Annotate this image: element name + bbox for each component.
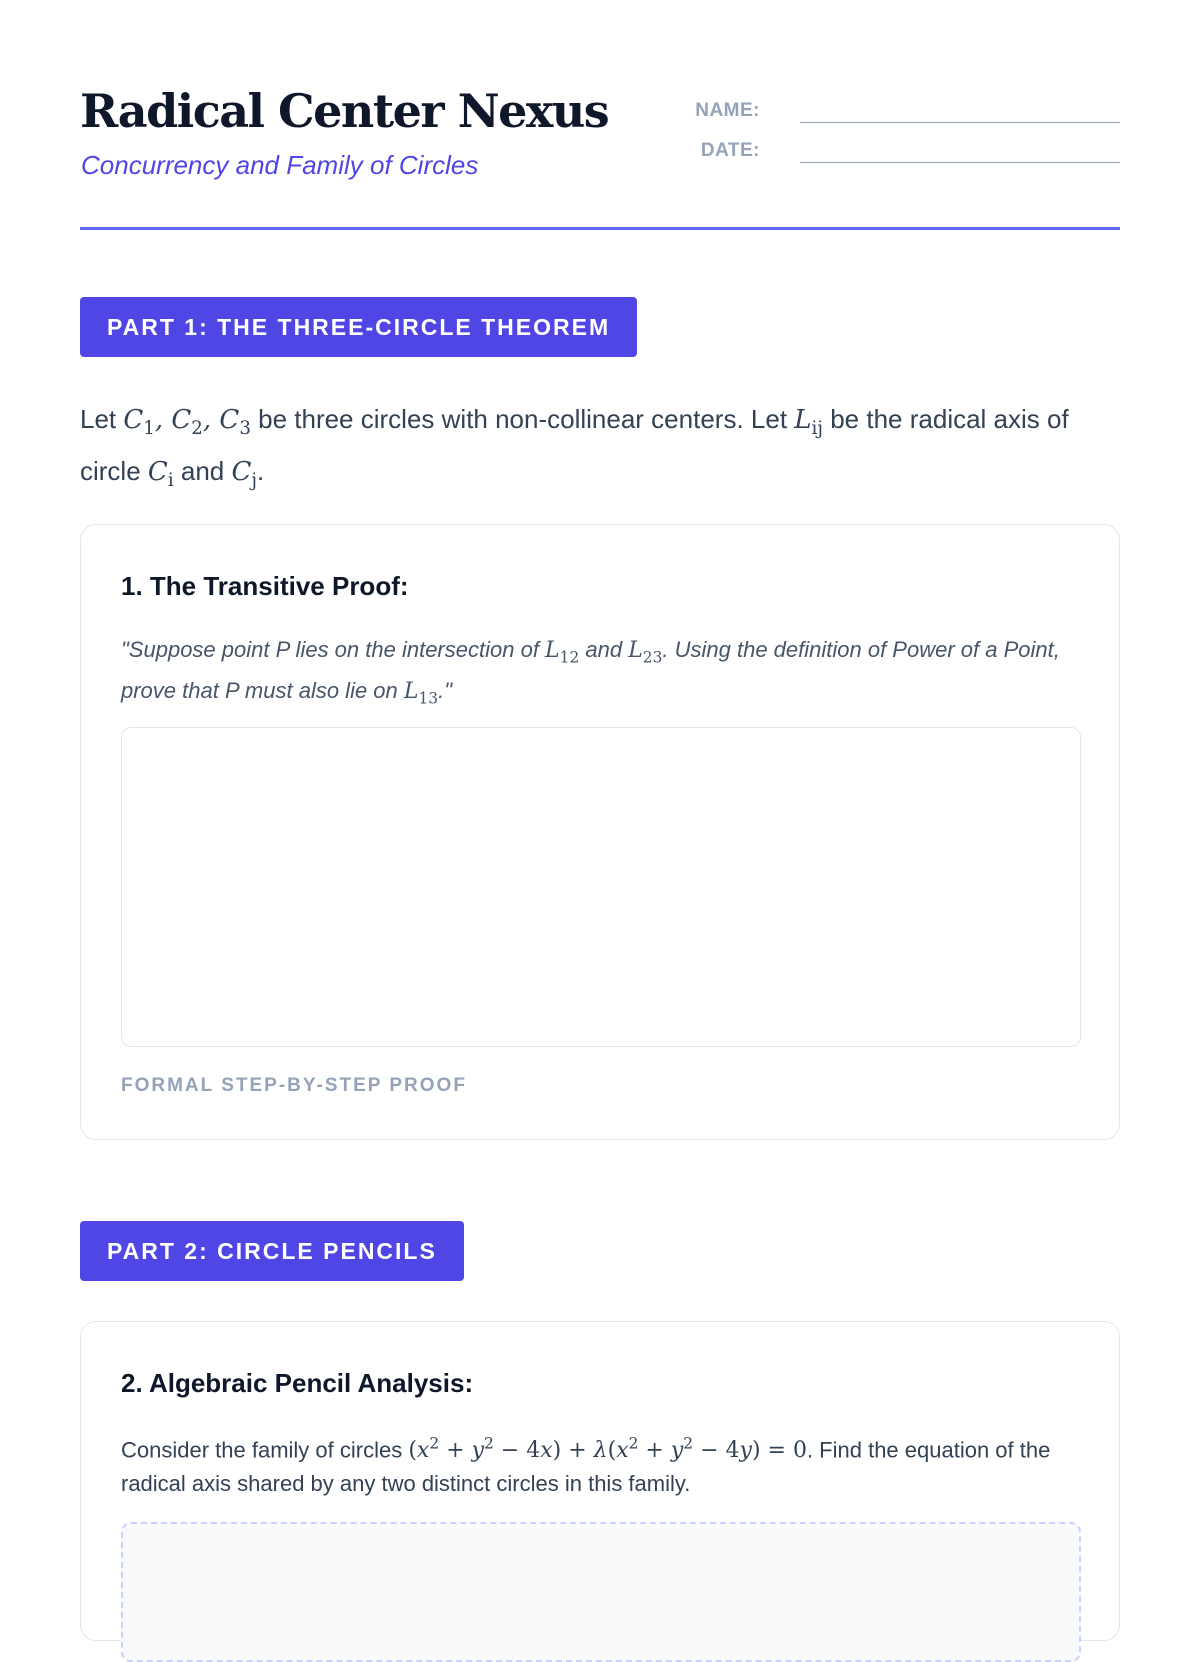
worksheet-header [80,80,1120,230]
circles-c1-c2-c3-math: $C_1$, $C_2$, $C_3$ [123,405,251,440]
question-1-title: 1. The Transitive Proof: [121,571,409,601]
lij-math: $L_{ij}$ [794,405,823,440]
pencil-equation-math: $(x^2 + y^2 - 4x) + \lambda(x^2 + y^2 - 4y) = 0$ [408,1435,807,1464]
ci-math: $C_i$ [147,457,174,492]
l13-math: $L_{13}$ [403,679,439,708]
page-subtitle: Concurrency and Family of Circles [81,150,479,180]
name-field[interactable] [800,122,1120,123]
page-title: Radical Center Nexus [80,84,609,138]
question-2-prompt: Consider the family of circles $(x^2 + y^2 - 4x) + \lambda(x^2 + y^2 - 4y) = 0$. Find the equation of the radical axis shared by any two distinct circles in this family. [121,1435,1051,1497]
question-2-card [80,1321,1120,1641]
header-divider [80,227,1120,230]
part2-banner: PART 2: CIRCLE PENCILS [80,1221,464,1281]
date-label: DATE: [700,140,760,161]
l23-math: $L_{23}$ [628,638,663,667]
part1-banner: PART 1: THE THREE-CIRCLE THEOREM [80,297,637,357]
proof-caption: FORMAL STEP-BY-STEP PROOF [121,1075,467,1096]
proof-answer-box[interactable] [121,727,1081,1047]
question-2-title: 2. Algebraic Pencil Analysis: [121,1368,474,1398]
cj-math: $C_j$ [231,457,258,492]
pencil-answer-box[interactable] [121,1522,1081,1662]
name-label: NAME: [695,100,760,121]
date-field[interactable] [800,162,1120,163]
question-1-card [80,524,1120,1140]
part1-intro: Let $C_1$, $C_2$, $C_3$ be three circles with non-collinear centers. Let $L_{ij}$ be the radical axis of circle $C_i$ and $C_j$. [80,404,1069,492]
l12-math: $L_{12}$ [545,638,580,667]
question-1-prompt: "Suppose point P lies on the intersection of $L_{12}$ and $L_{23}$. Using the definition of Power of a Point, prove that P must also lie on $L_{13}$." [121,637,1060,708]
